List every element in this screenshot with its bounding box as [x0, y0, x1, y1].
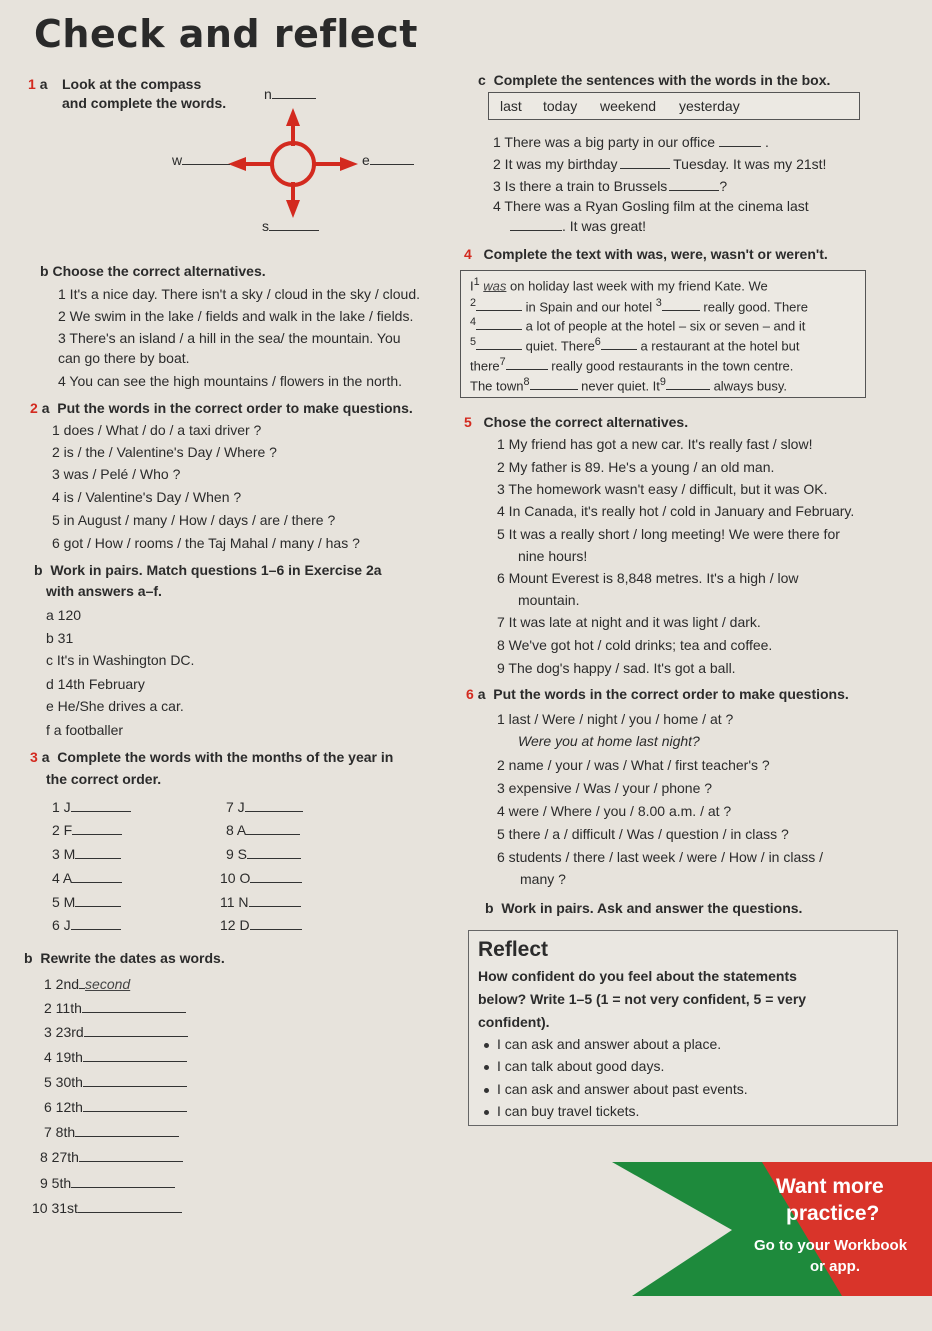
ex2b-answer: b 31 — [46, 630, 74, 646]
month-item: 1 J — [52, 799, 131, 815]
page-title: Check and reflect — [34, 12, 418, 56]
banner-line3[interactable]: Go to your Workbook — [754, 1237, 908, 1254]
ex5-item: 2 My father is 89. He's a young / an old man. — [497, 459, 775, 475]
ex5-item: nine hours! — [518, 548, 588, 564]
ex5-item: mountain. — [518, 592, 580, 608]
ex1b-item: 2 We swim in the lake / fields and walk in the lake / fields. — [58, 308, 414, 324]
ex5-item: 7 It was late at night and it was light / dark. — [497, 614, 761, 630]
compass-south: s — [262, 218, 319, 234]
ex2b-answer: c It's in Washington DC. — [46, 652, 195, 668]
reflect-statement: I can talk about good days. — [484, 1058, 664, 1074]
word-box-item: last — [500, 98, 522, 114]
ex6a-item: 5 there / a / difficult / Was / question / in class ? — [497, 826, 789, 842]
reflect-intro: How confident do you feel about the statements — [478, 968, 797, 984]
ex1c-item: 4 There was a Ryan Gosling film at the cinema last — [493, 198, 809, 214]
date-item: 8 27th — [40, 1149, 183, 1165]
date-item: 1 2nd second — [44, 976, 131, 992]
ex1b-item: can go there by boat. — [58, 350, 190, 366]
ex5-item: 5 It was a really short / long meeting! We were there for — [497, 526, 840, 542]
ex2a-item: 2 is / the / Valentine's Day / Where ? — [52, 444, 277, 460]
bullet-icon — [484, 1043, 489, 1048]
compass-north: n — [264, 86, 316, 102]
reflect-title: Reflect — [478, 938, 549, 961]
ex1c-item: 1 There was a big party in our office . — [493, 134, 769, 150]
ex2a-item: 3 was / Pelé / Who ? — [52, 466, 181, 482]
ex1c-item: . It was great! — [510, 218, 646, 234]
ex5-item: 6 Mount Everest is 8,848 metres. It's a high / low — [497, 570, 799, 586]
ex6a-item: 4 were / Where / you / 8.00 a.m. / at ? — [497, 803, 732, 819]
ex1c-item: 2 It was my birthday Tuesday. It was my 21st! — [493, 156, 827, 172]
ex2b-instruction-line1: b Work in pairs. Match questions 1–6 in Exercise 2a — [34, 562, 382, 578]
ex1c-item: 3 Is there a train to Brussels ? — [493, 178, 728, 194]
date-item: 10 31st — [32, 1200, 182, 1216]
ex2a-item: 6 got / How / rooms / the Taj Mahal / many / has ? — [52, 535, 360, 551]
ex4-line: $^4$ a lot of people at the hotel – six or seven – and it — [470, 316, 806, 334]
banner-line4: or app. — [810, 1258, 861, 1275]
ex2a-item: 4 is / Valentine's Day / When ? — [52, 489, 242, 505]
bullet-icon — [484, 1088, 489, 1093]
month-item: 3 M — [52, 846, 121, 862]
ex1c-instruction: c Complete the sentences with the words in the box. — [478, 72, 831, 88]
month-item: 10 O — [220, 870, 302, 886]
date-item: 5 30th — [44, 1074, 187, 1090]
ex2b-answer: a 120 — [46, 607, 82, 623]
practice-banner — [612, 1162, 932, 1296]
ex2b-answer: e He/She drives a car. — [46, 698, 184, 714]
compass-east: e — [362, 152, 414, 168]
month-item: 9 S — [226, 846, 301, 862]
month-item: 5 M — [52, 894, 121, 910]
ex1b-item: 1 It's a nice day. There isn't a sky / cloud in the sky / cloud. — [58, 286, 421, 302]
date-item: 9 5th — [40, 1175, 175, 1191]
ex2a-instruction: 2 a Put the words in the correct order to make questions. — [30, 400, 413, 416]
ex6a-instruction: 6 a Put the words in the correct order to make questions. — [466, 686, 849, 702]
ex4-instruction: 4 Complete the text with was, were, wasn't or weren't. — [464, 246, 828, 262]
banner-line1: Want more — [776, 1175, 884, 1198]
ex1b-instruction: b Choose the correct alternatives. — [40, 263, 266, 279]
bullet-icon — [484, 1065, 489, 1070]
ex6a-item: many ? — [520, 871, 566, 887]
ex4-line: The town$^8$ never quiet. It$^9$ always busy. — [470, 376, 788, 394]
date-item: 6 12th — [44, 1099, 187, 1115]
ex1a-instruction-line1: Look at the compass — [62, 76, 202, 92]
month-item: 12 D — [220, 917, 302, 933]
ex3a-instruction-line1: 3 a Complete the words with the months of the year in — [30, 749, 394, 765]
ex5-item: 8 We've got hot / cold drinks; tea and coffee. — [497, 637, 773, 653]
ex2b-instruction-line2: with answers a–f. — [46, 583, 162, 599]
ex6b-instruction: b Work in pairs. Ask and answer the questions. — [485, 900, 803, 916]
word-box-item: weekend — [600, 98, 657, 114]
word-box-item: yesterday — [679, 98, 740, 114]
month-item: 2 F — [52, 822, 122, 838]
reflect-statement: I can ask and answer about past events. — [484, 1081, 748, 1097]
date-item: 3 23rd — [44, 1024, 188, 1040]
ex2a-item: 5 in August / many / How / days / are / there ? — [52, 512, 336, 528]
ex5-instruction: 5 Chose the correct alternatives. — [464, 414, 689, 430]
month-item: 7 J — [226, 799, 303, 815]
ex4-line: $I^1$ was on holiday last week with my friend Kate. We — [470, 276, 768, 294]
ex6a-item: 6 students / there / last week / were / How / in class / — [497, 849, 824, 865]
ex5-item: 9 The dog's happy / sad. It's got a ball. — [497, 660, 736, 676]
bullet-icon — [484, 1110, 489, 1115]
compass-west: w — [172, 152, 230, 168]
ex5-item: 4 In Canada, it's really hot / cold in January and February. — [497, 503, 855, 519]
date-item: 2 11th — [44, 1000, 186, 1016]
reflect-intro: confident). — [478, 1014, 550, 1030]
date-item: 7 8th — [44, 1124, 179, 1140]
ex1-number: 1 a — [28, 76, 48, 92]
reflect-statement: I can buy travel tickets. — [484, 1103, 639, 1119]
ex1b-item: 4 You can see the high mountains / flowers in the north. — [58, 373, 403, 389]
month-item: 8 A — [226, 822, 300, 838]
ex2a-item: 1 does / What / do / a taxi driver ? — [52, 422, 262, 438]
ex2b-answer: d 14th February — [46, 676, 145, 692]
month-item: 11 N — [220, 894, 301, 910]
reflect-intro: below? Write 1–5 (1 = not very confident, 5 = very — [478, 991, 807, 1007]
ex3b-instruction: b Rewrite the dates as words. — [24, 950, 225, 966]
ex6a-item: 2 name / your / was / What / first teacher's ? — [497, 757, 770, 773]
reflect-statement: I can ask and answer about a place. — [484, 1036, 721, 1052]
ex4-line: $^2$ in Spain and our hotel $^3$ really good. There — [470, 297, 808, 315]
ex5-item: 1 My friend has got a new car. It's really fast / slow! — [497, 436, 813, 452]
banner-line2: practice? — [786, 1202, 880, 1225]
word-box-item: today — [543, 98, 578, 114]
ex5-item: 3 The homework wasn't easy / difficult, but it was OK. — [497, 481, 828, 497]
ex6a-item: 3 expensive / Was / your / phone ? — [497, 780, 713, 796]
ex1b-item: 3 There's an island / a hill in the sea/ the mountain. You — [58, 330, 401, 346]
date-item: 4 19th — [44, 1049, 187, 1065]
ex4-line: there$^7$ really good restaurants in the town centre. — [470, 356, 794, 374]
ex6a-item: 1 last / Were / night / you / home / at ? — [497, 711, 734, 727]
month-item: 6 J — [52, 917, 121, 933]
ex6a-example-answer: Were you at home last night? — [518, 733, 700, 749]
ex2b-answer: f a footballer — [46, 722, 124, 738]
ex3a-instruction-line2: the correct order. — [46, 771, 162, 787]
ex4-line: $^5$ quiet. There$^6$ a restaurant at the hotel but — [470, 336, 800, 354]
month-item: 4 A — [52, 870, 122, 886]
ex1a-instruction-line2: and complete the words. — [62, 95, 227, 111]
